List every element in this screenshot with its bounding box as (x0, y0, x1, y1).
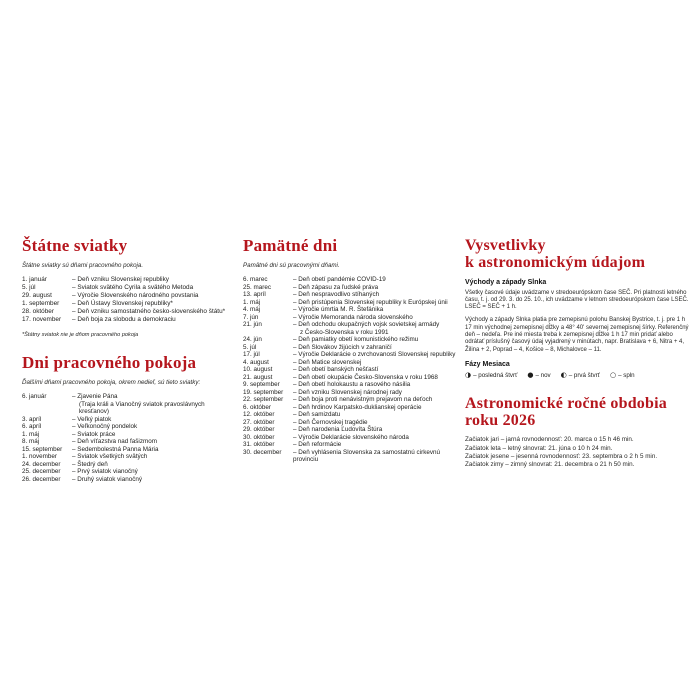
state-holidays-subtitle: Štátne sviatky sú dňami pracovného pokoja. (22, 262, 144, 269)
column-middle (243, 237, 461, 464)
holiday-date: 17. november (22, 316, 62, 323)
memorable-day-row (243, 306, 461, 314)
holiday-desc: – Deň vzniku Slovenskej republiky (72, 276, 169, 283)
memorable-day-desc: – Deň obetí holokaustu a rasového násilia (293, 381, 411, 388)
memorable-day-date: 24. jún (243, 336, 262, 343)
memorable-day-date: 7. jún (243, 313, 259, 321)
rest-day-date: 25. december (22, 468, 61, 475)
rest-day-row (22, 431, 234, 439)
astro-notes-title-line1: Vysvetlivky (465, 237, 546, 254)
rest-day-desc: – Druhý sviatok vianočný (72, 475, 142, 483)
memorable-day-desc: – Deň reformácie (293, 441, 342, 448)
memorable-day-desc: – Deň obetí okupácie Česko-Slovenska v roku 1968 (293, 373, 438, 381)
holiday-row (22, 300, 234, 308)
memorable-day-date: 12. október (243, 411, 275, 418)
memorable-day-row (243, 344, 461, 352)
memorable-day-date: 19. september (243, 388, 284, 396)
sunrise-sunset-heading: Východy a západy Slnka (465, 279, 547, 286)
rest-day-desc: – Prvý sviatok vianočný (72, 468, 138, 475)
seasons-title (465, 395, 689, 429)
rest-days-list (22, 393, 234, 483)
rest-day-row (22, 438, 234, 446)
rest-day-desc: – Sedembolestná Panna Mária (72, 445, 159, 453)
moon-phase-icon: ● (527, 371, 534, 380)
rest-day-date: 1. november (22, 453, 58, 460)
season-line: Začiatok leta – letný slnovrat: 21. júna o 10 h 24 min. (465, 444, 613, 452)
sun-paragraph-1: Všetky časové údaje uvádzame v stredoeurópskom čase SEČ. Pri platnosti letného času, t. j. od 29. 3. do 25. 10., ich uvádzame v letnom stredoeurópskom čase LSEČ. LSEČ = SEČ + 1 h. (465, 289, 689, 311)
season-line: Začiatok jesene – jesenná rovnodennosť: 23. septembra o 2 h 5 min. (465, 452, 658, 460)
moon-phases-heading: Fázy Mesiaca (465, 360, 510, 368)
moon-phases-legend (465, 371, 689, 380)
memorable-day-desc: – Deň vyhlásenia Slovenska za samostatnú cirkevnú provinciu (293, 448, 441, 463)
memorable-day-row (243, 314, 461, 322)
memorable-day-date: 4. august (243, 358, 269, 366)
moon-phase-item (561, 371, 600, 380)
sun-paragraph-2: Východy a západy Slnka platia pre zemepisnú polohu Banskej Bystrice, t. j. pre 1 h 17 min východnej zemepisnej dĺžky a 48° 40' severnej zemepisnej šírky. Referenčný deň – nedeľa. Pre iné miesta treba k zemepisnej dĺžke 1 h 17 min pridať alebo odrátať príslušný časový údaj vyjadrený v minútach, napr. Bratislava + 6, Nitra + 4, Žilina + 2, Poprad – 4, Košice – 8, Michalovce – 11. (465, 317, 689, 353)
column-left (22, 237, 234, 483)
memorable-day-date: 25. marec (243, 283, 271, 291)
seasons-section (465, 395, 689, 469)
memorable-day-date: 13. apríl (243, 291, 266, 298)
memorable-day-desc: – Deň nespravodlivo stíhaných (293, 291, 380, 298)
holiday-row (22, 292, 234, 300)
holiday-row (22, 276, 234, 284)
astro-notes-title-line2: k astronomickým údajom (465, 254, 646, 271)
memorable-day-desc: – Výročie úmrtia M. R. Štefánika (293, 306, 384, 313)
rest-day-row (22, 468, 234, 476)
memorable-day-row (243, 359, 461, 367)
holiday-date: 5. júl (22, 284, 36, 291)
moon-phase-icon: ◑ (465, 371, 472, 380)
memorable-day-date: 22. september (243, 396, 284, 403)
memorable-day-row (243, 276, 461, 284)
memorable-day-date: 1. máj (243, 298, 261, 306)
rest-day-row (22, 446, 234, 454)
rest-day-row (22, 476, 234, 484)
memorable-day-date: 21. august (243, 373, 273, 381)
rest-day-desc: – Deň víťazstva nad fašizmom (72, 438, 157, 445)
memorable-days-title: Pamätné dni (243, 236, 338, 255)
holiday-date: 1. január (22, 276, 47, 283)
memorable-day-desc: – Deň obetí pandémie COVID-19 (293, 276, 386, 283)
rest-day-row (22, 461, 234, 469)
rest-day-desc: – Štedrý deň (72, 460, 108, 468)
memorable-day-row (243, 374, 461, 382)
memorable-day-date: 4. máj (243, 306, 261, 313)
memorable-day-row (243, 284, 461, 292)
moon-phase-label: – spln (618, 372, 635, 380)
moon-phase-icon: ◐ (560, 371, 567, 380)
memorable-day-date: 10. august (243, 366, 273, 373)
rest-day-date: 24. december (22, 460, 61, 468)
rest-day-desc: – Veľký piatok (72, 415, 112, 423)
moon-phase-label: – posledná štvrť (473, 372, 518, 380)
rest-days-section (22, 354, 234, 483)
holiday-date: 28. október (22, 308, 54, 315)
memorable-day-date: 29. október (243, 426, 275, 433)
memorable-day-row (243, 419, 461, 427)
memorable-day-date: 6. marec (243, 276, 268, 283)
memorable-day-row (243, 411, 461, 419)
memorable-day-desc: – Deň odchodu okupačných vojsk sovietskej armády (293, 321, 440, 328)
rest-day-row (22, 416, 234, 424)
moon-phase-label: – prvá štvrť (568, 372, 600, 380)
column-right (465, 237, 689, 469)
rest-day-desc: – Sviatok práce (72, 430, 116, 438)
moon-phase-icon: ○ (609, 371, 617, 380)
holiday-row (22, 316, 234, 324)
rest-day-desc-line2: (Traja králi a Vianočný sviatok pravoslávnych kresťanov) (79, 400, 205, 415)
state-holidays-section (22, 237, 234, 339)
memorable-day-desc: – Deň Černovskej tragédie (293, 418, 368, 426)
memorable-day-date: 21. jún (243, 321, 262, 328)
holiday-desc: – Deň Ústavy Slovenskej republiky* (72, 300, 173, 307)
moon-phase-item (527, 371, 550, 380)
rest-day-date: 8. máj (22, 438, 40, 445)
memorable-day-row (243, 321, 461, 336)
astro-notes-section (465, 237, 689, 380)
memorable-day-date: 30. december (243, 448, 282, 456)
memorable-day-date: 6. október (243, 403, 272, 411)
moon-phase-label: – nov (535, 372, 551, 380)
holiday-date: 1. september (22, 300, 60, 307)
rest-day-desc: – Zjavenie Pána (72, 393, 118, 400)
holiday-row (22, 308, 234, 316)
memorable-day-row (243, 389, 461, 397)
state-holidays-footnote: *Štátny sviatok nie je dňom pracovného pokoja (22, 332, 139, 338)
rest-day-date: 6. január (22, 393, 47, 400)
rest-day-date: 3. apríl (22, 415, 42, 423)
rest-day-row (22, 423, 234, 431)
state-holidays-list (22, 276, 234, 324)
memorable-day-desc: – Deň Matice slovenskej (293, 358, 362, 366)
memorable-day-desc: – Deň obetí banských nešťastí (293, 366, 379, 373)
memorable-days-section (243, 237, 461, 464)
memorable-day-desc: – Deň pamiatky obetí komunistického režimu (293, 336, 419, 343)
memorable-day-desc: – Deň samizdatu (293, 411, 341, 418)
memorable-day-row (243, 449, 461, 464)
rest-day-date: 1. máj (22, 430, 40, 438)
rest-day-row (22, 393, 234, 416)
state-holidays-title: Štátne sviatky (22, 236, 128, 255)
memorable-day-desc-line2: z Česko-Slovenska v roku 1991 (300, 328, 389, 336)
memorable-day-desc: – Výročie Deklarácie slovenského národa (293, 433, 409, 441)
memorable-day-row (243, 381, 461, 389)
memorable-day-row (243, 404, 461, 412)
memorable-day-desc: – Deň Slovákov žijúcich v zahraničí (293, 343, 392, 351)
memorable-day-row (243, 441, 461, 449)
memorable-day-desc: – Deň pristúpenia Slovenskej republiky k Európskej únii (293, 298, 448, 306)
memorable-day-row (243, 299, 461, 307)
rest-day-date: 15. september (22, 445, 63, 453)
holiday-desc: – Výročie Slovenského národného povstania (72, 292, 199, 299)
moon-phase-item (610, 371, 635, 380)
memorable-days-subtitle: Pamätné dni sú pracovnými dňami. (243, 262, 340, 269)
rest-days-title: Dni pracovného pokoja (22, 353, 197, 372)
memorable-day-row (243, 291, 461, 299)
memorable-day-desc: – Deň vzniku Slovenskej národnej rady (293, 388, 402, 396)
rest-day-desc: – Sviatok všetkých svätých (72, 453, 148, 460)
memorable-day-date: 30. október (243, 433, 275, 441)
memorable-day-row (243, 426, 461, 434)
memorable-day-desc: – Výročie Deklarácie o zvrchovanosti Slovenskej republiky (293, 351, 456, 358)
memorable-day-desc: – Deň boja proti nenávistným prejavom na deťoch (293, 396, 433, 403)
rest-days-subtitle: Ďalšími dňami pracovného pokoja, okrem nedieľ, sú tieto sviatky: (22, 379, 201, 386)
holiday-desc: – Sviatok svätého Cyrila a svätého Metoda (72, 284, 194, 291)
holiday-row (22, 284, 234, 292)
rest-day-date: 26. december (22, 475, 61, 483)
memorable-day-date: 9. september (243, 381, 280, 388)
memorable-day-date: 31. október (243, 441, 275, 448)
memorable-day-date: 27. október (243, 418, 275, 426)
holiday-desc: – Deň boja za slobodu a demokraciu (72, 316, 176, 323)
rest-day-desc: – Veľkonočný pondelok (72, 423, 138, 430)
rest-day-row (22, 453, 234, 461)
memorable-day-desc: – Deň zápasu za ľudské práva (293, 283, 379, 291)
seasons-title-line2: roku 2026 (465, 412, 536, 430)
season-line: Začiatok jari – jarná rovnodennosť: 20. marca o 15 h 46 min. (465, 436, 634, 444)
seasons-title-line1: Astronomické ročné obdobia (465, 395, 667, 413)
memorable-day-desc: – Výročie Memoranda národa slovenského (293, 313, 413, 321)
rest-day-date: 6. apríl (22, 423, 42, 430)
astro-notes-title (465, 237, 689, 271)
memorable-days-list (243, 276, 461, 464)
holiday-date: 29. august (22, 292, 52, 299)
memorable-day-desc: – Deň narodenia Ľudovíta Štúra (293, 426, 383, 433)
memorable-day-row (243, 336, 461, 344)
memorable-day-desc: – Deň hrdinov Karpatsko-duklianskej operácie (293, 403, 422, 411)
memorable-day-row (243, 434, 461, 442)
memorable-day-row (243, 366, 461, 374)
season-line: Začiatok zimy – zimný slnovrat: 21. decembra o 21 h 50 min. (465, 460, 635, 468)
memorable-day-date: 5. júl (243, 343, 257, 351)
memorable-day-row (243, 351, 461, 359)
holiday-desc: – Deň vzniku samostatného česko-slovenského štátu* (72, 308, 226, 315)
moon-phase-item (465, 371, 517, 380)
memorable-day-row (243, 396, 461, 404)
seasons-list (465, 436, 689, 469)
memorable-day-date: 17. júl (243, 351, 260, 358)
